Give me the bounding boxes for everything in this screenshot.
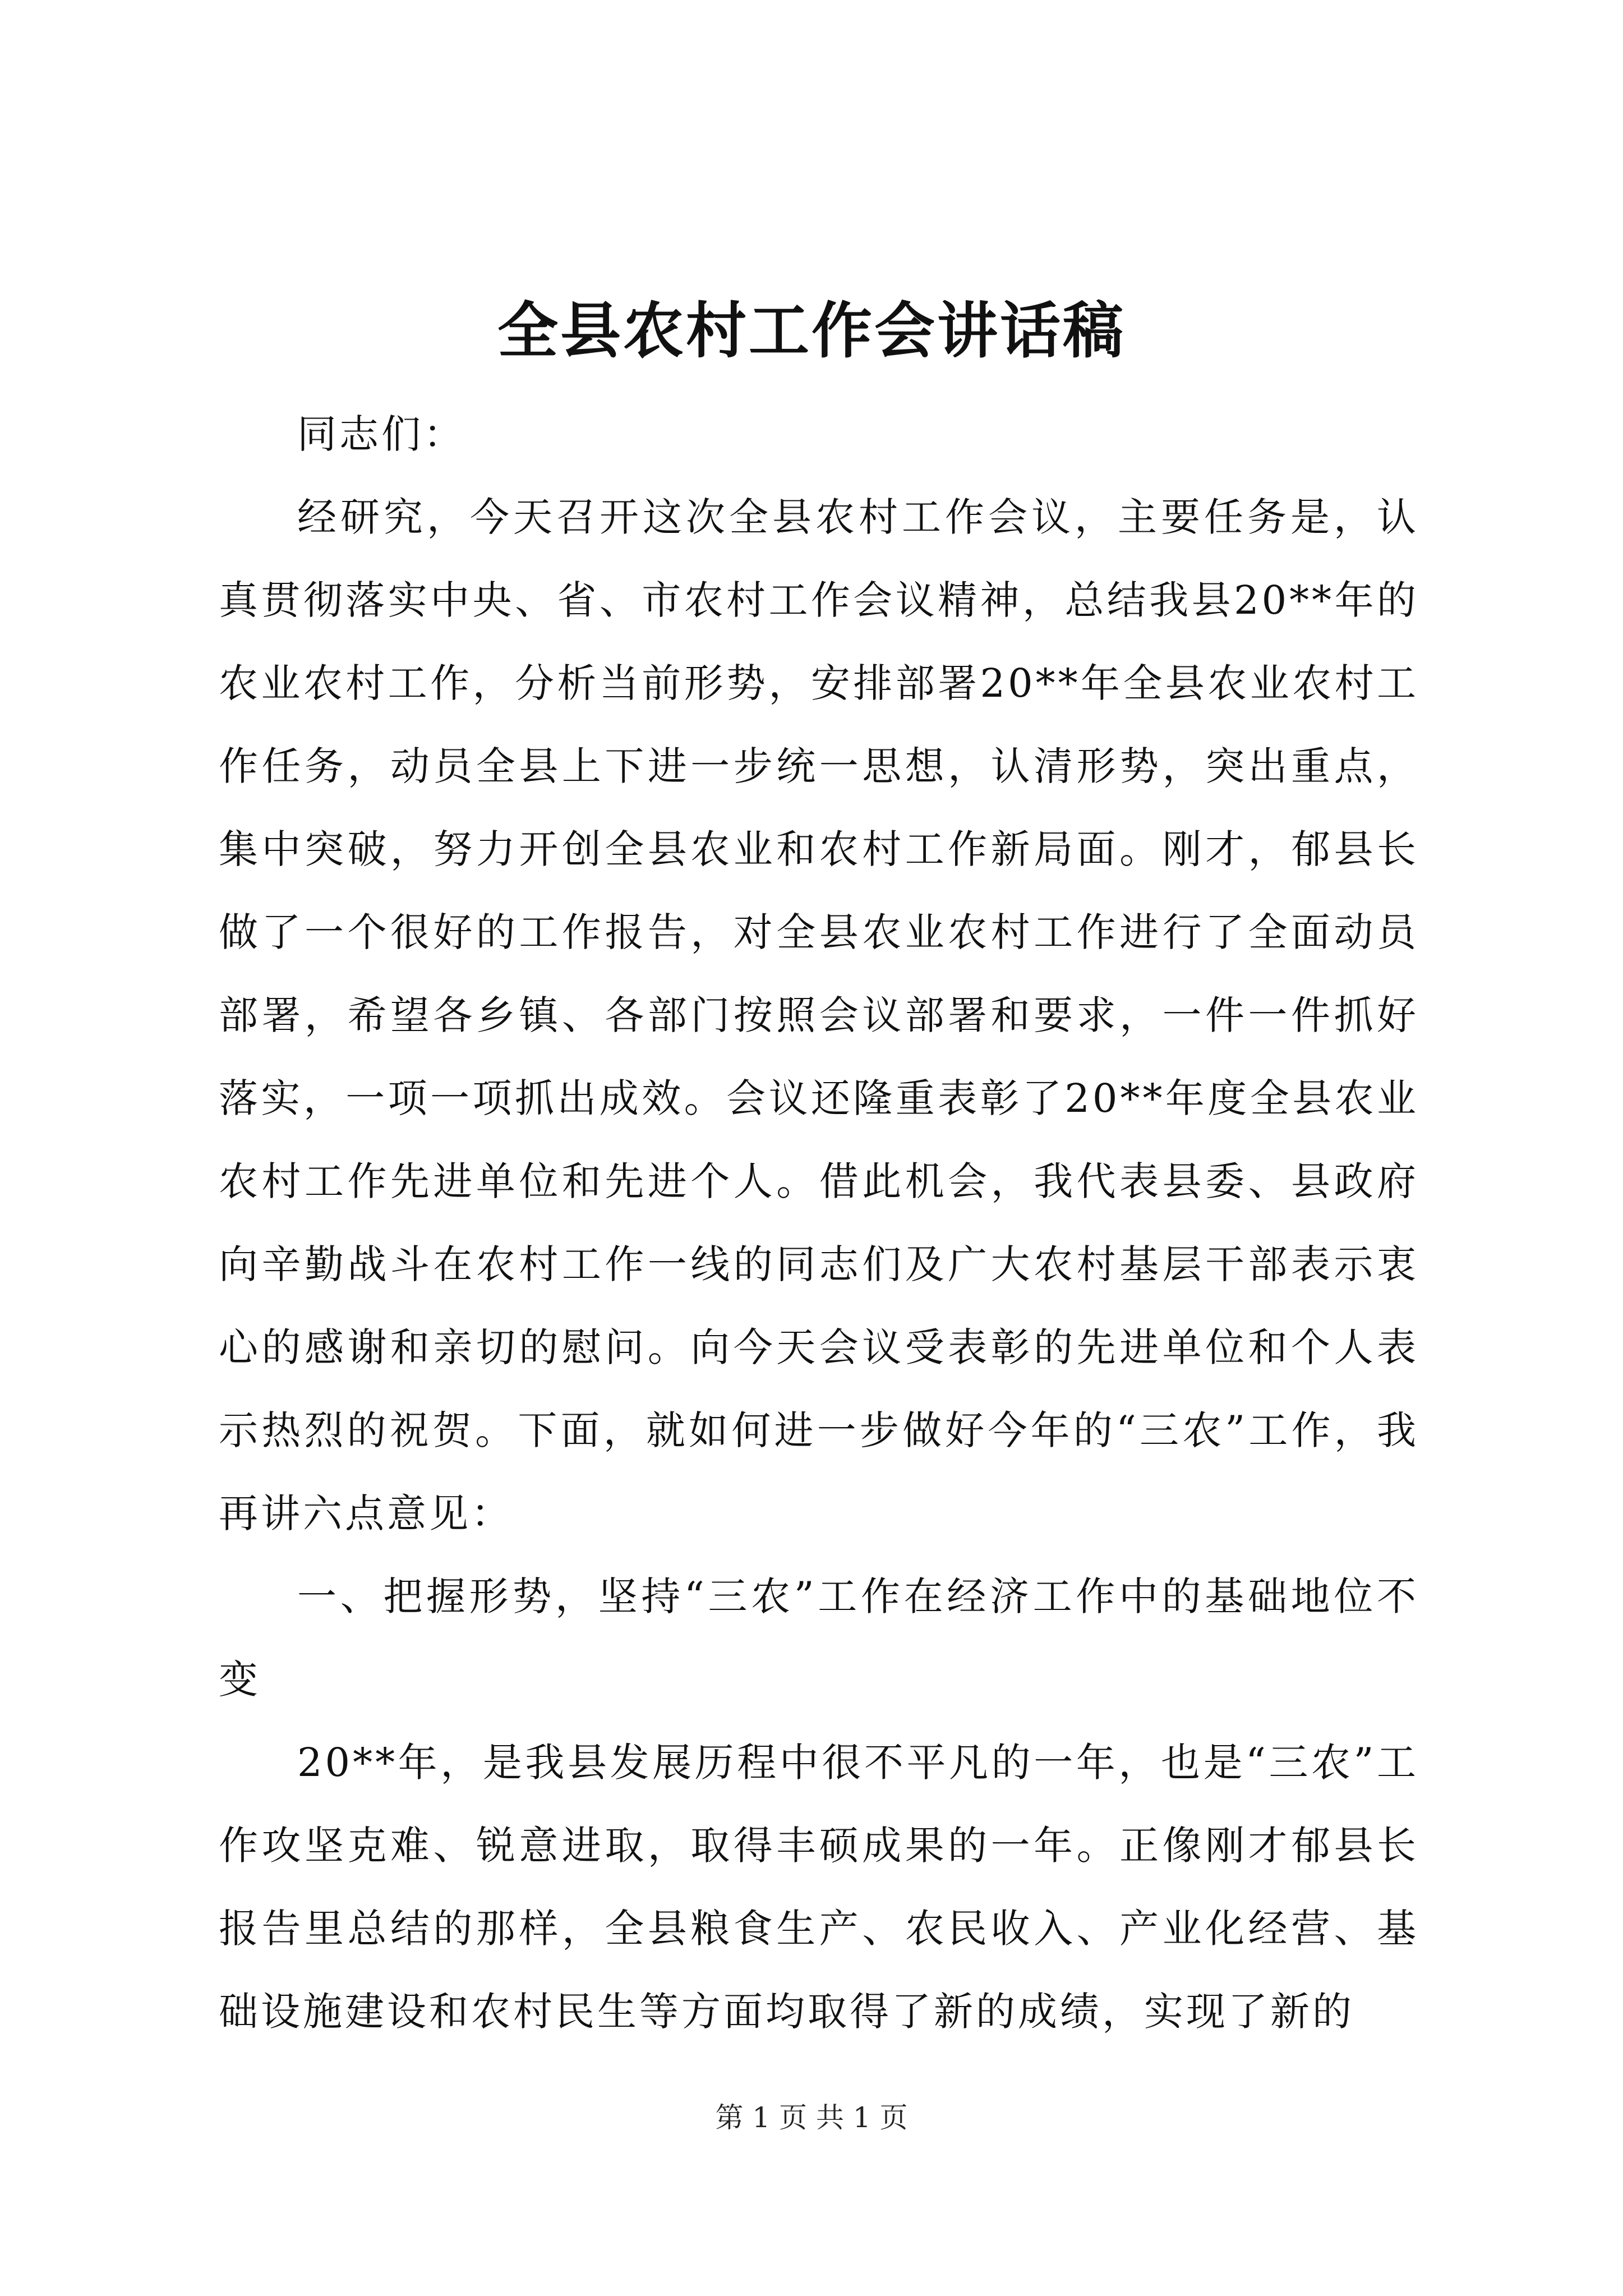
section-heading: 一、把握形势，坚持“三农”工作在经济工作中的基础地位不变 xyxy=(219,1573,1419,1703)
document-body xyxy=(219,393,1419,2053)
intro-paragraph: 经研究，今天召开这次全县农村工作会议，主要任务是，认真贯彻落实中央、省、市农村工作会议精神，总结我县20**年的农业农村工作，分析当前形势，安排部署20**年全县农业农村工作任务，动员全县上下进一步统一思想，认清形势，突出重点，集中突破，努力开创全县农业和农村工作新局面。刚才，郁县长做了一个很好的工作报告，对全县农业农村工作进行了全面动员部署，希望各乡镇、各部门按照会议部署和要求，一件一件抓好落实，一项一项抓出成效。会议还隆重表彰了20**年度全县农业农村工作先进单位和先进个人。借此机会，我代表县委、县政府向辛勤战斗在农村工作一线的同志们及广大农村基层干部表示衷心的感谢和亲切的慰问。向今天会议受表彰的先进单位和个人表示热烈的祝贺。下面，就如何进一步做好今年的“三农”工作，我再讲六点意见： xyxy=(219,494,1419,1536)
page-number-footer: 第 1 页 共 1 页 xyxy=(715,2101,908,2134)
salutation-paragraph: 同志们： xyxy=(297,411,465,457)
document-title: 全县农村工作会讲话稿 xyxy=(497,296,1126,366)
body-paragraph: 20**年，是我县发展历程中很不平凡的一年，也是“三农”工作攻坚克难、锐意进取，取得丰硕成果的一年。正像刚才郁县长报告里总结的那样，全县粮食生产、农民收入、产业化经营、基础设施建设和农村民生等方面均取得了新的成绩，实现了新的 xyxy=(219,1740,1419,2035)
